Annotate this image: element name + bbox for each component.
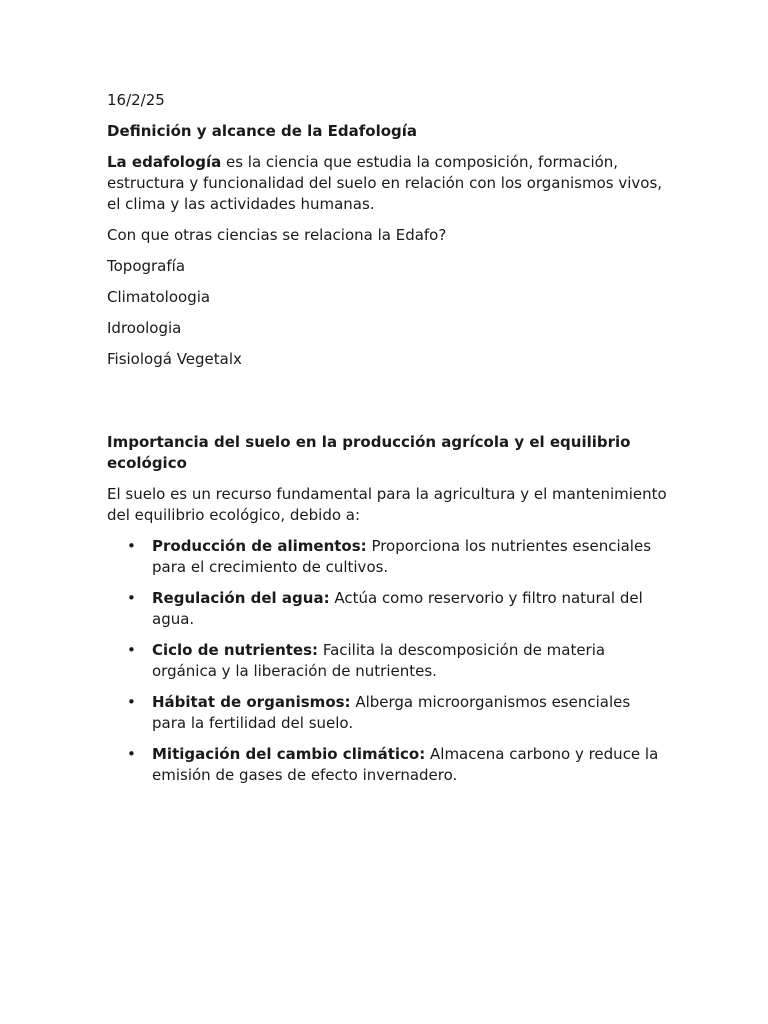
definition-paragraph — [107, 152, 667, 215]
related-science-item: Idroologia — [107, 319, 182, 337]
related-sciences-question: Con que otras ciencias se relaciona la Edafo? — [107, 226, 447, 244]
importance-list — [107, 536, 667, 786]
list-item — [107, 692, 667, 734]
list-item-text: Actúa como reservorio y filtro natural del agua. — [152, 589, 643, 628]
list-item-text: Proporciona los nutrientes esenciales para el crecimiento de cultivos. — [152, 537, 652, 576]
definition-term: La edafología — [107, 153, 222, 171]
bullet-icon: • — [127, 693, 136, 711]
list-item-text: Facilita la descomposición de materia orgánica y la liberación de nutrientes. — [152, 641, 606, 680]
related-science-item: Climatoloogia — [107, 288, 211, 306]
list-item — [107, 588, 667, 630]
list-item-text: Almacena carbono y reduce la emisión de gases de efecto invernadero. — [152, 745, 659, 784]
bullet-icon: • — [127, 537, 136, 555]
document-date: 16/2/25 — [107, 91, 165, 109]
blank-space — [107, 380, 667, 432]
importance-intro: El suelo es un recurso fundamental para la agricultura y el mantenimiento del equilibrio ecológico, debido a: — [107, 485, 667, 524]
list-item-term: Producción de alimentos: — [152, 537, 367, 555]
section-heading-importance: Importancia del suelo en la producción agrícola y el equilibrio ecológico — [107, 433, 631, 472]
bullet-icon: • — [127, 589, 136, 607]
related-science-item: Fisiologá Vegetalx — [107, 350, 242, 368]
list-item — [107, 640, 667, 682]
list-item-term: Hábitat de organismos: — [152, 693, 351, 711]
bullet-icon: • — [127, 641, 136, 659]
list-item-term: Regulación del agua: — [152, 589, 330, 607]
list-item-text: Alberga microorganismos esenciales para la fertilidad del suelo. — [152, 693, 631, 732]
list-item — [107, 536, 667, 578]
document-page — [107, 90, 667, 796]
bullet-icon: • — [127, 745, 136, 763]
related-science-item: Topografía — [107, 257, 186, 275]
definition-text: es la ciencia que estudia la composición, formación, estructura y funcionalidad del suelo en relación con los organismos vivos, el clima y las actividades humanas. — [107, 153, 663, 213]
list-item-term: Ciclo de nutrientes: — [152, 641, 319, 659]
section-heading-definition: Definición y alcance de la Edafología — [107, 122, 418, 140]
list-item-term: Mitigación del cambio climático: — [152, 745, 426, 763]
list-item — [107, 744, 667, 786]
